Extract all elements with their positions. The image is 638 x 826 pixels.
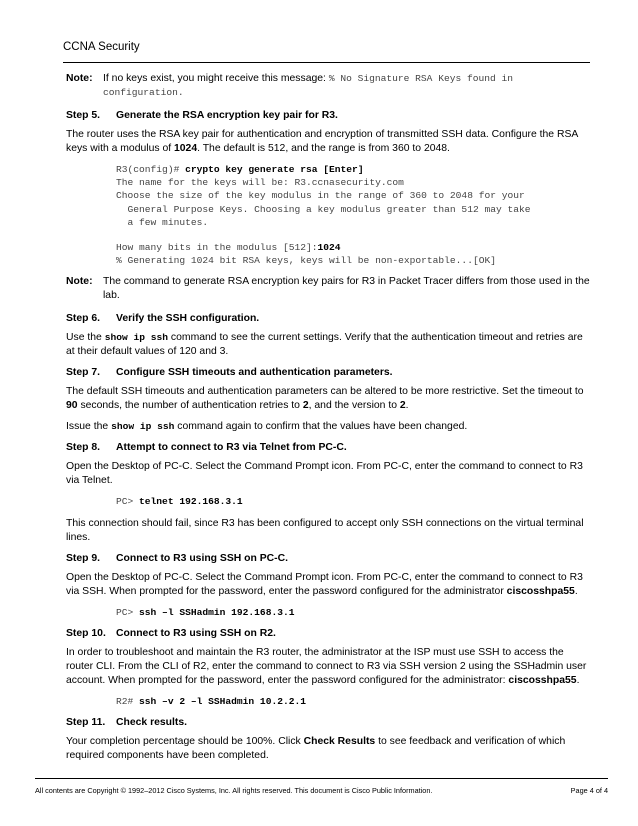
text-run: .: [576, 674, 580, 686]
footer-divider: [35, 778, 608, 779]
code-line: a few minutes.: [116, 216, 209, 228]
code-prompt: R3(config)#: [116, 164, 186, 175]
step-6-text: [66, 331, 590, 359]
code-command: ssh –v 2 –l SSHadmin 10.2.2.1: [139, 695, 306, 707]
document-body: [66, 72, 590, 770]
code-prompt: PC>: [116, 606, 140, 618]
step-title: Generate the RSA encryption key pair for R3.: [116, 110, 338, 121]
page-number: Page 4 of 4: [570, 786, 608, 795]
step-9-text: [66, 571, 590, 599]
bold-value: 1024: [174, 143, 198, 154]
code-ssh-pc: [116, 606, 590, 619]
bold-value: Check Results: [303, 736, 376, 748]
note-code: % No Signature RSA Keys found in configuration.: [103, 73, 514, 98]
note-text: If no keys exist, you might receive this message:: [103, 73, 329, 84]
step-10-heading: [66, 627, 590, 641]
step-8-text-2: This connection should fail, since R3 has been configured to accept only SSH connections on the virtual terminal lines.: [66, 517, 584, 543]
code-command: 1024: [317, 242, 341, 254]
code-line: [116, 241, 590, 254]
step-7-text-2: [66, 420, 590, 434]
text-run: The default SSH timeouts and authentication parameters can be altered to be more restrictive. Set the timeout to: [66, 386, 584, 398]
code-line: Choose the size of the key modulus in the range of 360 to 2048 for your: [116, 190, 525, 202]
code-prompt: R2#: [116, 695, 140, 707]
bold-value: ciscosshpa55: [508, 674, 577, 686]
code-command: ssh –l SSHadmin 192.168.3.1: [139, 606, 295, 618]
step-number: Step 7.: [66, 367, 101, 379]
copyright-text: All contents are Copyright © 1992–2012 Cisco Systems, Inc. All rights reserved. This document is Cisco Public Information.: [35, 786, 433, 795]
bold-value: 90: [66, 400, 78, 412]
inline-command: show ip ssh: [104, 332, 169, 344]
text-run: Use the: [66, 332, 105, 344]
step-5-text: [66, 128, 590, 156]
page-header: CCNA Security: [63, 41, 140, 53]
step-title: Connect to R3 using SSH on PC-C.: [116, 552, 289, 564]
text-run: .: [574, 585, 578, 597]
step-9-heading: [66, 552, 590, 566]
step-7-text: [66, 385, 590, 413]
code-line: [116, 163, 590, 176]
step-title: Configure SSH timeouts and authentication parameters.: [116, 367, 393, 379]
step-number: Step 5.: [66, 110, 101, 121]
text-run: The router uses the RSA key pair for authentication and encryption of transmitted SSH data. Configure the RSA keys with a modulus of: [66, 129, 578, 154]
code-command: [Enter]: [317, 164, 364, 175]
step-11-heading: [66, 716, 590, 730]
text-run: seconds, the number of authentication retries to: [77, 400, 303, 412]
note-text: The command to generate RSA encryption key pairs for R3 in Packet Tracer differs from those used in the lab.: [103, 276, 590, 302]
step-6-heading: [66, 312, 590, 326]
text-run: , and the version to: [308, 400, 400, 412]
step-8-heading: [66, 441, 590, 455]
step-11-text: [66, 735, 590, 763]
code-line: % Generating 1024 bit RSA keys, keys will be non-exportable...[OK]: [116, 255, 496, 267]
text-run: command to see the current settings. Verify that the authentication timeout and retries are at their default values of 120 and 3.: [66, 332, 583, 358]
code-line: The name for the keys will be: R3.ccnasecurity.com: [116, 177, 404, 189]
bold-value: ciscosshpa55: [506, 585, 575, 597]
note-label: Note:: [66, 73, 93, 84]
step-title: Attempt to connect to R3 via Telnet from PC-C.: [116, 442, 347, 454]
bold-value: 2: [399, 400, 406, 412]
text-run: .: [405, 400, 409, 412]
text-run: to see feedback and verification of which required components have been completed.: [66, 736, 566, 762]
text-run: In order to troubleshoot and maintain the R3 router, the administrator at the ISP must use SSH to access the router CLI. From the CLI of R2, enter the command to connect to R3 via SSH version 2 using the SSHadmin user account. When prompted for the password, enter the password configured for the administrator:: [66, 646, 587, 686]
code-line: General Purpose Keys. Choosing a key modulus greater than 512 may take: [116, 203, 531, 215]
code-block-rsa: [116, 163, 590, 267]
code-text: How many bits in the modulus [512]:: [116, 242, 318, 254]
code-command: crypto key generate rsa: [185, 164, 318, 175]
code-telnet: [116, 495, 590, 508]
code-ssh-r2: [116, 695, 590, 708]
inline-command: show ip ssh: [111, 421, 175, 433]
step-number: Step 10.: [66, 627, 106, 639]
code-command: telnet 192.168.3.1: [139, 496, 243, 508]
header-divider: [63, 62, 590, 63]
text-run: command again to confirm that the values have been changed.: [174, 421, 468, 433]
bold-value: 2: [302, 400, 309, 412]
note-no-keys: [66, 72, 590, 100]
text-run: Issue the: [66, 421, 112, 433]
step-10-text: [66, 646, 590, 688]
page-footer: [35, 786, 608, 795]
code-gap: [116, 229, 590, 241]
note-label: Note:: [66, 276, 93, 288]
note-packet-tracer: [66, 275, 590, 303]
step-number: Step 11.: [66, 717, 106, 729]
step-title: Connect to R3 using SSH on R2.: [116, 627, 276, 639]
step-number: Step 9.: [66, 552, 101, 564]
text-run: Open the Desktop of PC-C. Select the Command Prompt icon. From PC-C, enter the command to connect to R3 via SSH. When prompted for the password, enter the password configured for the administrator: [66, 571, 583, 597]
step-title: Verify the SSH configuration.: [116, 313, 260, 325]
step-title: Check results.: [116, 717, 188, 729]
text-run: Your completion percentage should be 100%. Click: [66, 736, 304, 748]
step-number: Step 6.: [66, 313, 101, 325]
text-run: . The default is 512, and the range is from 360 to 2048.: [197, 143, 450, 154]
step-5-heading: [66, 109, 590, 123]
step-7-heading: [66, 366, 590, 380]
step-number: Step 8.: [66, 442, 101, 454]
code-prompt: PC>: [116, 496, 140, 508]
step-8-text: Open the Desktop of PC-C. Select the Command Prompt icon. From PC-C, enter the command to connect to R3 via Telnet.: [66, 461, 583, 487]
